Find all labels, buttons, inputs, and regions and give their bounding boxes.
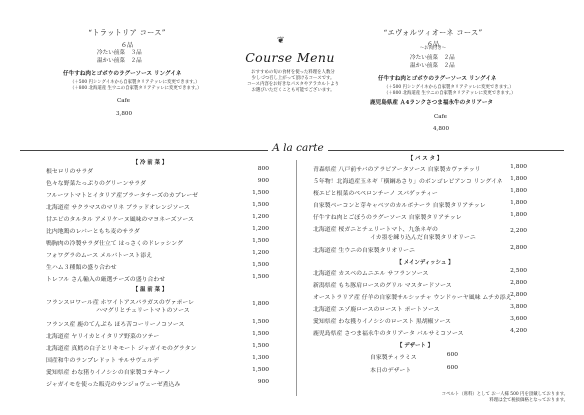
menu-item: 愛知県産 わな獲りイノシシのロースト 黒胡椒ソース	[313, 319, 451, 325]
menu-item: 北海道産 ヤリイカとイタリア野菜のソテー	[46, 334, 160, 340]
menu-price: 2,800	[510, 245, 527, 251]
course-desc-2: 少しづつ召し上がって頂けるコースです。	[251, 76, 335, 81]
course-right-title: “エヴォルツィオーネ コース”	[383, 28, 483, 37]
menu-price: 1,200	[252, 226, 269, 232]
menu-item: 鹿児島県産 さつま福永牛のタリアータ バルサミコソース	[313, 331, 464, 337]
menu-price: 600	[446, 352, 458, 358]
menu-item: 比内地鶏のレバーともち麦のサラダ	[46, 229, 140, 235]
alacarte-rule-left	[20, 150, 268, 151]
course-right-count: ６品	[426, 41, 440, 48]
menu-price: 3,800	[510, 304, 527, 310]
alacarte-rule-right	[328, 150, 564, 151]
main-dish-heading: 【 メインディッシュ 】	[396, 260, 454, 266]
course-desc-1: おすすめの旬の食材を使った料理を人数分	[251, 70, 335, 75]
menu-item: ジャガイモを使った販売のサンジョヴェーゼ煮込み	[46, 382, 181, 388]
course-menu-title: Course Menu	[245, 50, 335, 65]
menu-item: 北海道産 サクラマスのマリネ ブラッドオレンジソース	[46, 205, 190, 211]
course-left-note-1: （＋500 円シングイネから自家製タリアテッレに変更できます。）	[70, 80, 200, 85]
menu-price: 1,800	[510, 212, 527, 218]
menu-price: 1,800	[510, 176, 527, 182]
menu-price: 900	[257, 379, 269, 385]
menu-price: 1,800	[252, 301, 269, 307]
menu-item: 自家製ティラミス	[370, 355, 417, 361]
menu-price: 1,800	[510, 200, 527, 206]
cold-appetizer-heading: 【 冷 前 菜 】	[132, 160, 168, 166]
menu-price: 800	[257, 166, 269, 172]
menu-price: 2,800	[510, 292, 527, 298]
course-right-extra: 鹿児島県産 Ａ4ランクさつま福永牛のタリアータ	[370, 100, 494, 106]
menu-item: 国産和牛のランプレドット サルサヴェルデ	[46, 358, 159, 364]
menu-item: 鴨胸肉の冷製サラダ仕立て はっさくのドレッシング	[46, 241, 183, 247]
course-left-item-1: 冷たい前菜 ３品	[97, 50, 142, 56]
menu-price: 1,200	[252, 250, 269, 256]
ornament-top-icon: ❦	[277, 36, 285, 46]
menu-price: 1,500	[252, 262, 269, 268]
menu-price: 1,500	[252, 367, 269, 373]
warm-appetizer-heading: 【 温 前 菜 】	[132, 287, 168, 293]
menu-price: 900	[257, 178, 269, 184]
menu-item: 桜エビと根菜のペペロンチーノ スパゲッティー	[313, 191, 438, 197]
menu-item: 新潟県産 もち豚肩ロースのグリル マスタードソース	[313, 283, 452, 289]
course-right-cafe: Cafe	[434, 114, 447, 120]
course-left-note-2: （＋800 北海道産 生ウニの自家製タリアテッレに変更できます。）	[70, 86, 202, 91]
course-right-price: 4,800	[433, 126, 450, 132]
menu-item: ５年物！北海道産玉ネギ「横綱あさり」のボンゴレビアンコ リングイネ	[313, 179, 503, 185]
menu-price: 1,500	[252, 238, 269, 244]
menu-item: フランスロワール産 ホワイトアスパラガスのヴァポーレ	[46, 300, 195, 306]
menu-item: フルーツトマトとイタリア産ブラータチーズのカプレーゼ	[46, 193, 199, 199]
menu-item: トレフル さん輸入の厳選チーズの盛り合わせ	[46, 277, 166, 283]
course-right-note-1: （＋500 円シングイネから自家製タリアテッレに変更できます。）	[384, 85, 514, 90]
menu-item: 北海道産 真鱈の白子とリキモート ジャガイモのグラタン	[46, 346, 197, 352]
menu-item: 青森県産 八戸前サバのアラビアータソース 自家製カヴァテッリ	[313, 167, 481, 173]
column-divider	[296, 160, 297, 396]
menu-price: 1,500	[252, 331, 269, 337]
footnote-1: コペルト（席料）として お一人様 500 円を頂戴しております。	[441, 392, 568, 397]
course-desc-3: コース内容をお好きなパスタやアラカルトより	[247, 82, 339, 87]
menu-price: 2,800	[510, 280, 527, 286]
course-right-item-2: 温かい前菜 ２品	[410, 63, 455, 69]
menu-price: 2,500	[510, 268, 527, 274]
menu-item: オーストラリア産 仔羊の自家製サルシッチャ ウンドゥーヤ風味 ムチカ添え	[313, 295, 512, 301]
menu-price: 1,300	[252, 355, 269, 361]
course-left-main: 仔牛すね肉とゴボウのラグーソース リングイネ	[63, 71, 182, 77]
menu-item: 北海道産 エゾ鹿ロースのロースト ポートソース	[313, 307, 440, 313]
menu-item: 自家製ベーコンと芽キャベツのカルボナーラ 自家製タリアテッレ	[313, 203, 486, 209]
menu-price: 1,500	[252, 202, 269, 208]
course-left-count: ６品	[120, 42, 134, 49]
menu-item: 生ハム３種類の盛り合わせ	[46, 265, 117, 271]
menu-item: 本日のデザート	[370, 368, 412, 374]
course-right-note-2: （＋800 北海道産 生ウニの自家製タリアテッレに変更できます。）	[384, 91, 516, 96]
menu-price: 2,200	[510, 228, 527, 234]
course-desc-4: お選びいただくことも可能でございます。	[251, 88, 335, 93]
menu-item: フォワグラのムース メルバトースト添え	[46, 253, 153, 259]
menu-item: 北海道産 桜ガニとチェリートマト、九条ネギの	[313, 227, 438, 233]
menu-item: フランス産 鹿のてんぷら ほろ苦コーリーノコソース	[46, 322, 185, 328]
menu-item-line2: ハマグリとチェリートマトのソース	[96, 308, 190, 314]
menu-price: 1,500	[252, 319, 269, 325]
course-left-item-2: 温かい前菜 ２品	[97, 58, 142, 64]
pasta-heading: 【 パ ス タ 】	[407, 156, 443, 162]
menu-price: 1,200	[252, 214, 269, 220]
course-left-title: “トラットリア コース”	[88, 28, 166, 37]
course-right-main: 仔牛すね肉とゴボウのラグーソース リングイネ	[378, 76, 497, 82]
menu-item: 甘エビのタルタル アメリケーヌ風味のマヨネーズソース	[46, 217, 194, 223]
course-right-sub: ～お肉付き～	[419, 46, 447, 51]
menu-price: 1,500	[252, 343, 269, 349]
footnote-2: 料理は全て税抜価格となっております。	[489, 398, 568, 403]
menu-item-line2: イカ墨を練り込んだ自家製タリオリーニ	[370, 235, 476, 241]
menu-price: 1,800	[510, 188, 527, 194]
menu-price: 600	[446, 365, 458, 371]
course-left-cafe: Cafe	[117, 98, 130, 104]
course-left-price: 3,800	[116, 111, 133, 117]
menu-item: 愛知県産 わな猪りイノシシの自家製コテキーノ	[46, 370, 171, 376]
menu-item: 仔牛すね肉とごぼうのラグーソース 自家製タリアテッレ	[313, 215, 462, 221]
menu-price: 1,800	[510, 164, 527, 170]
dessert-heading: 【 デザート 】	[396, 343, 434, 349]
alacarte-title: A la carte	[272, 142, 324, 154]
menu-price: 1,500	[252, 274, 269, 280]
menu-item: 北海道産 カスベのムニエル サフランソース	[313, 271, 429, 277]
course-right-item-1: 冷たい前菜 ２品	[410, 55, 455, 61]
menu-item: 根セロリのサラダ	[46, 169, 94, 175]
menu-price: 1,500	[252, 190, 269, 196]
menu-item: 色々な野菜たっぷりのグリーンサラダ	[46, 181, 146, 187]
menu-item: 北海道産 生ウニの自家製タリオリーニ	[313, 248, 415, 254]
menu-price: 3,600	[510, 316, 527, 322]
menu-price: 4,200	[510, 328, 527, 334]
